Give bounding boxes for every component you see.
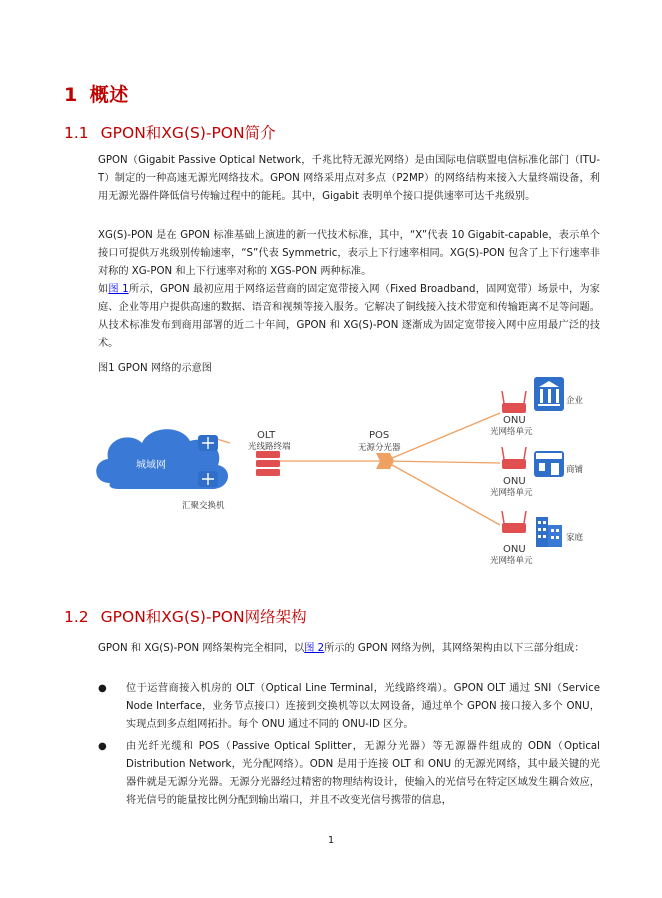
olt-sublabel: 光线路终端 [248,442,291,452]
list-item-text: 位于运营商接入机房的 OLT（Optical Line Terminal，光线路终端）。GPON OLT 通过 SNI（Service Node Interface，业务节点接口）连接到交换机等以太网设备，通过单个 GPON 接口接入多个 ONU，实现点到多点组网拓扑。每个 ONU 通过不同的 ONU-ID 区分。 [126,683,600,730]
bullet-icon: ● [98,741,107,752]
onu-sublabel: 光网络单元 [490,488,533,498]
page-number: 1 [327,835,335,846]
fiber-line [385,461,500,463]
paragraph-gpon-intro: GPON（Gigabit Passive Optical Network，千兆比特无源光网络）是由国际电信联盟电信标准化部门（ITU-T）制定的一种高速无源光网络技术。GPON 网络采用点对多点（P2MP）的网络结构来接入大量终端设备，利用无源光器件降低信号传输过程中的能耗。其中，Gigabit 表明单个接口提供速率可达千兆级别。 [98,155,600,202]
text-run: 如 [98,284,109,295]
home-label: 家庭 [566,533,584,543]
list-item [98,738,600,810]
olt-label: OLT [257,430,276,441]
heading-title: 概述 [89,84,129,106]
pos-label: POS [369,430,390,441]
paragraph-xgs-pon-intro: XG(S)-PON 是在 GPON 标准基础上演进的新一代技术标准，其中，“X”代表 10 Gigabit-capable，表示单个接口可提供万兆级别传输速率，“S”代表 Symmetric，表示上下行速率相同。XG(S)-PON 包含了上下行速率非对称的 XG-PON 和上下行速率对称的 XGS-PON 两种标准。 [98,230,600,277]
onu-sublabel: 光网络单元 [490,427,533,437]
home-building-icon [536,517,562,547]
text-run: 所示的 GPON 网络为例，其网络架构由以下三部分组成： [324,643,585,654]
switch-label: 汇聚交换机 [182,501,225,511]
enterprise-label: 企业 [566,396,584,406]
shop-label: 商铺 [566,465,584,475]
section-heading-1-2 [64,605,307,627]
heading-title: GPON和XG(S)-PON网络架构 [100,608,307,626]
architecture-list [98,680,600,814]
list-item [98,680,600,734]
figure-2-link[interactable]: 图 2 [304,643,325,654]
fiber-line [385,413,500,461]
onu-icon [502,447,526,469]
paragraph-gpon-application [98,281,600,353]
onu-label: ONU [503,476,526,487]
figure-1-caption: 图1 GPON 网络的示意图 [98,363,212,374]
list-item-text: 由光纤光缆和 POS（Passive Optical Splitter，无源分光器）等无源器件组成的 ODN（Optical Distribution Network，光分配网络）。ODN 是用于连接 OLT 和 ONU 的无源光网络，其中最关键的光器件就是无源分光器。无源分光器经过精密的物理结构设计，使输入的光信号在特定区域发生耦合效应，将光信号的能量按比例分配到输出端口，并且不改变光信号携带的信息， [126,741,600,806]
heading-number: 1.2 [64,608,89,626]
onu-icon [502,511,526,533]
onu-label: ONU [503,415,526,426]
bullet-icon: ● [98,683,107,694]
heading-number: 1 [64,84,78,106]
fiber-line [385,461,500,525]
text-run: GPON 和 XG(S)-PON 网络架构完全相同，以 [98,643,305,654]
section-heading-1-1 [64,121,276,143]
shop-icon [534,451,564,477]
enterprise-building-icon [534,377,564,411]
cloud-label: 城域网 [136,460,166,471]
paragraph-architecture-intro [98,640,600,658]
onu-label: ONU [503,544,526,555]
text-run: 所示，GPON 最初应用于网络运营商的固定宽带接入网（Fixed Broadband，固网宽带）场景中，为家庭、企业等用户提供高速的数据、语音和视频等接入服务。它解决了铜线接入技术带宽和传输距离不足等问题。从技术标准发布到商用部署的近二十年间，GPON 和 XG(S)-PON 逐渐成为固定宽带接入网中应用最广泛的技术。 [98,284,600,349]
heading-title: GPON和XG(S)-PON简介 [100,124,276,142]
onu-sublabel: 光网络单元 [490,556,533,566]
pos-sublabel: 无源分光器 [358,443,401,453]
figure-1-link[interactable]: 图 1 [108,284,129,295]
heading-number: 1.1 [64,124,89,142]
gpon-network-diagram [90,375,600,570]
onu-icon [502,391,526,413]
section-heading-1 [64,80,129,107]
olt-icon [256,451,280,476]
